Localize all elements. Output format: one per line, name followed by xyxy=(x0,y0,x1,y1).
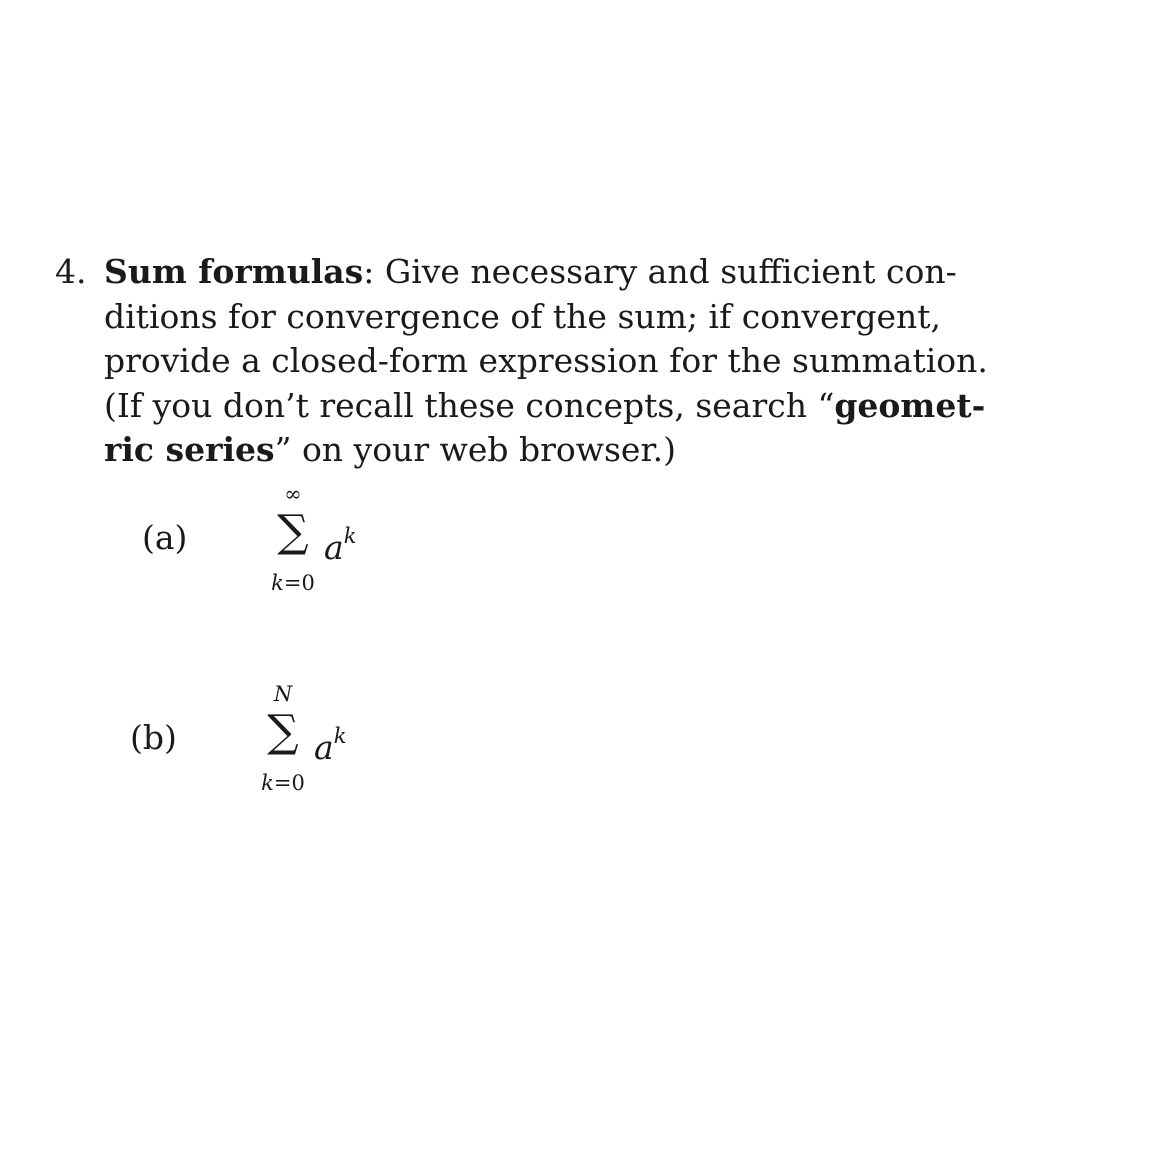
index-variable: k xyxy=(271,571,284,595)
term-base: a xyxy=(314,728,334,767)
problem-number: 4. xyxy=(55,252,87,291)
statement-line-1: Sum formulas: Give necessary and sufficient con- xyxy=(104,252,957,291)
subitem-label: (a) xyxy=(142,518,188,557)
statement-line-4 xyxy=(104,384,986,429)
index-start: =0 xyxy=(273,771,305,795)
term-exponent: k xyxy=(333,724,347,748)
statement-line-4-text: (If you don’t recall these concepts, search “ xyxy=(104,385,835,425)
statement-line-5-text: ” on your web browser.) xyxy=(274,430,676,469)
statement-line-3: provide a closed-form expression for the summation. xyxy=(104,341,988,380)
sigma-symbol: ∑ xyxy=(267,706,299,757)
sigma-symbol: ∑ xyxy=(277,506,309,557)
sum-upper-limit: N xyxy=(273,682,293,706)
subitem-b xyxy=(0,678,600,808)
sum-upper-limit: ∞ xyxy=(284,482,302,506)
bold-term-geomet: geomet- xyxy=(834,385,986,425)
term-exponent: k xyxy=(343,524,357,548)
statement-line-5 xyxy=(104,428,916,473)
bold-term-ric-series: ric series xyxy=(104,430,275,469)
statement-line-2: ditions for convergence of the sum; if convergent, xyxy=(104,296,942,336)
term-base: a xyxy=(324,528,344,567)
statement-line-1-text: Give necessary and sufficient con- xyxy=(384,252,957,291)
sum-lower-limit xyxy=(265,571,321,595)
subitem-label: (b) xyxy=(130,718,177,757)
sum-lower-limit xyxy=(255,771,311,795)
problem-title: Sum formulas xyxy=(104,252,364,291)
sum-term xyxy=(314,720,346,768)
sum-term xyxy=(324,520,356,568)
index-start: =0 xyxy=(283,571,315,595)
problem-statement xyxy=(104,250,988,473)
subitem-a xyxy=(0,480,600,610)
index-variable: k xyxy=(261,771,274,795)
